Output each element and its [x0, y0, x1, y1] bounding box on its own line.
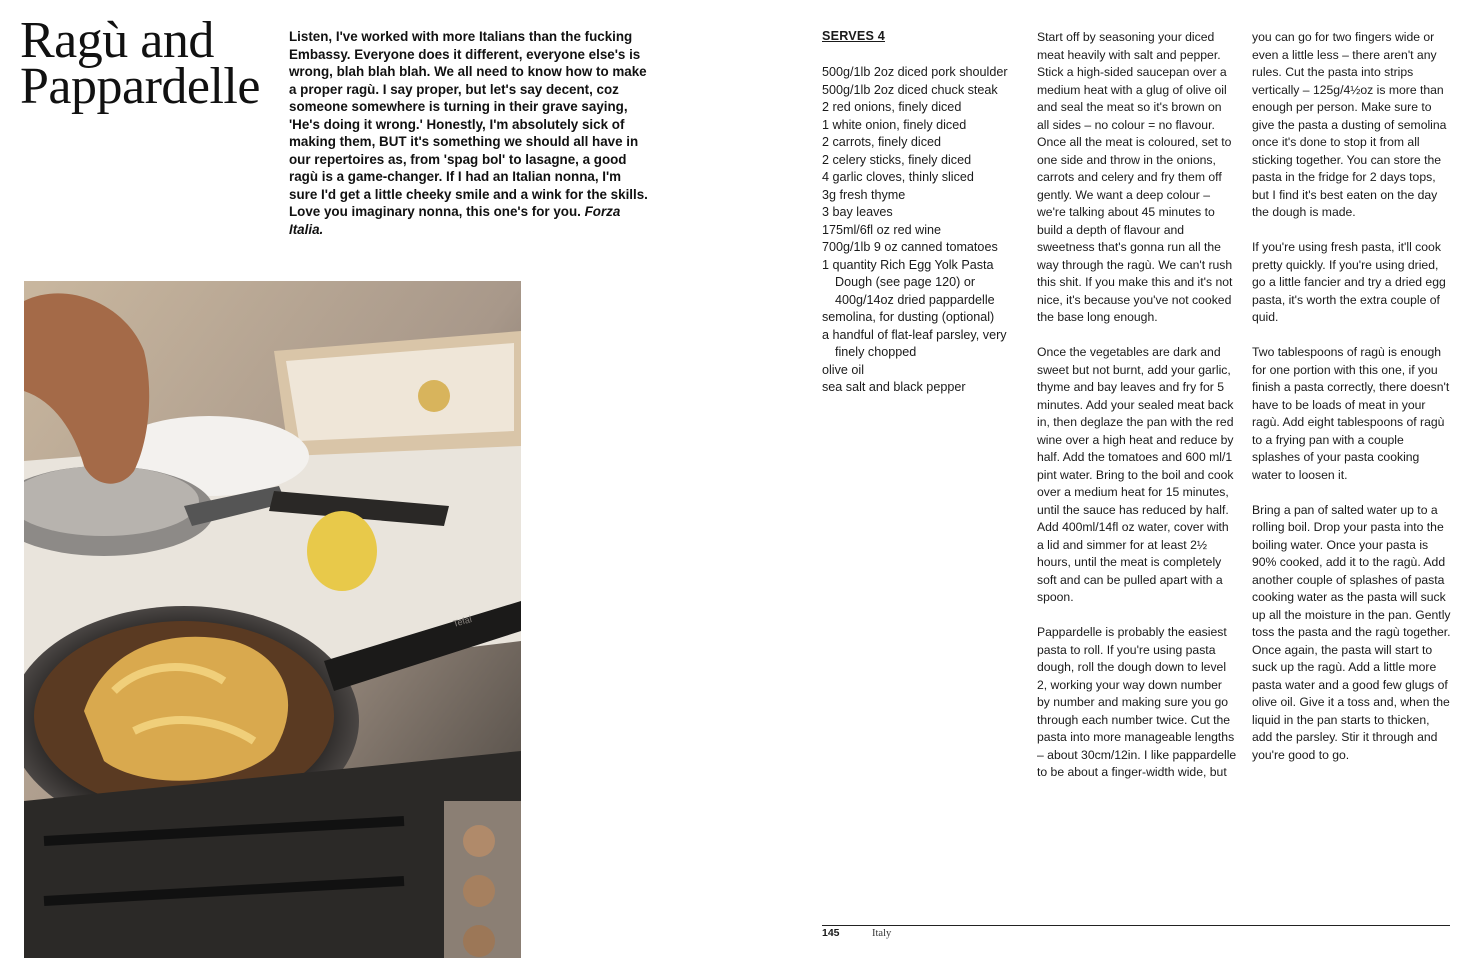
pan-brand-label: Tefal	[451, 614, 473, 629]
intro-paragraph	[289, 28, 649, 238]
title-line-2: Pappardelle	[20, 58, 260, 115]
title-line-1: Ragù and	[20, 12, 214, 69]
method-paragraph: you can go for two fingers wide or even a little less – there aren't any rules. Cut the pasta into strips vertically – 125g/4½oz is more than enough per person. Make sure to give the pasta a dusting of semolina once it's done to stop it from all sticking together. You can store the pasta in the fridge for 2 days tops, but I find it's best eaten on the day the dough is made.	[1252, 30, 1447, 219]
ingredient-item: a handful of flat-leaf parsley, very finely chopped	[822, 327, 1007, 359]
ingredient-item: 700g/1lb 9 oz canned tomatoes	[822, 240, 998, 254]
intro-emphasis: Forza Italia.	[289, 204, 621, 237]
intro-text: Listen, I've worked with more Italians than the fucking Embassy. Everyone does it different, everyone else's is wrong, blah blah blah. We all need to know how to make a proper ragù. I say proper, but let's say decent, coz someone somewhere is turning in their grave saying, 'He's doing it wrong.' Honestly, I'm absolutely sick of making them, BUT it's something we should all have in our repertoires as, from 'spag bol' to lasagne, a good ragù is a game-changer. If I had an Italian nonna, I'm sure I'd get a little cheeky smile and a wink for the skills. Love you imaginary nonna, this one's for you.	[289, 29, 648, 219]
cooking-photo	[24, 281, 521, 958]
serves-label: SERVES 4	[822, 29, 885, 43]
ingredient-item: 175ml/6fl oz red wine	[822, 222, 942, 237]
footer-divider	[822, 925, 1450, 926]
ingredient-item: 500g/1lb 2oz diced chuck steak	[822, 82, 998, 97]
page-number: 145	[822, 927, 840, 939]
ingredient-item: 1 quantity Rich Egg Yolk Pasta Dough (see page 120) or 400g/14oz dried pappardelle	[822, 257, 995, 307]
ingredient-item: 2 carrots, finely diced	[822, 135, 941, 149]
ingredient-item: 2 celery sticks, finely diced	[822, 152, 972, 167]
recipe-title	[20, 12, 260, 115]
method-paragraph: Two tablespoons of ragù is enough for one portion with this one, if you finish a pasta correctly, there doesn't have to be loads of meat in your ragù. Add eight tablespoons of ragù to a frying pan with a couple splashes of your pasta cooking water to loosen it.	[1252, 345, 1450, 482]
method-paragraph: Start off by seasoning your diced meat heavily with salt and pepper. Stick a high-sided saucepan over a medium heat with a glug of olive oil and seal the meat so it's brown on all sides – no colour = no flavour. Once all the meat is coloured, set to one side and throw in the onions, carrots and celery and fry them off gently. We want a deep colour – we're talking about 45 minutes to build a depth of flavour and sweetness that's gonna run all the way through the ragù. We can't rush this shit. If you make this and it's not nice, it's because you've not cooked the base long enough.	[1037, 30, 1233, 324]
ingredient-item: 1 white onion, finely diced	[822, 117, 967, 132]
ingredient-item: 4 garlic cloves, thinly sliced	[822, 170, 974, 184]
ingredient-item: 2 red onions, finely diced	[822, 100, 962, 114]
method-paragraph: Bring a pan of salted water up to a rolling boil. Drop your pasta into the boiling water. Once your pasta is 90% cooked, add it to the ragù. Add another couple of splashes of pasta cooking water as the pasta will suck up all the moisture in the pan. Gently toss the pasta and the ragù together. Once again, the pasta will start to suck up the ragù. Add a little more pasta water and a good few glugs of olive oil. Give it a toss and, when the liquid in the pan starts to thicken, add the parsley. Stir it through and you're good to go.	[1252, 502, 1451, 762]
method-column-1	[1037, 29, 1237, 799]
ingredient-list	[822, 64, 1027, 397]
section-name: Italy	[872, 928, 892, 939]
ingredient-item: sea salt and black pepper	[822, 380, 966, 394]
ingredient-item: 3 bay leaves	[822, 205, 893, 219]
ingredient-item: olive oil	[822, 362, 864, 377]
ingredient-item: semolina, for dusting (optional)	[822, 310, 995, 324]
ingredient-item: 500g/1lb 2oz diced pork shoulder	[822, 65, 1008, 79]
method-paragraph: If you're using fresh pasta, it'll cook pretty quickly. If you're using dried, go a little fancier and try a dried egg pasta, it's worth the extra couple of quid.	[1252, 240, 1446, 324]
photo-illustration	[24, 281, 521, 958]
method-paragraph: Once the vegetables are dark and sweet but not burnt, add your garlic, thyme and bay leaves and fry for 5 minutes. Add your sealed meat back in, then deglaze the pan with the red wine over a high heat and reduce by half. Add the tomatoes and 600 ml/1 pint water. Bring to the boil and cook over a medium heat for 15 minutes, until the sauce has reduced by half. Add 400ml/14fl oz water, cover with a lid and simmer for at least 2½ hours, until the meat is completely soft and can be pulled apart with a spoon.	[1037, 345, 1234, 604]
method-column-2	[1252, 29, 1452, 782]
method-paragraph: Pappardelle is probably the easiest pasta to roll. If you're using pasta dough, roll the dough down to level 2, working your way down number by number and making sure you go through each number twice. Cut the pasta into more manageable lengths – about 30cm/12in. I like pappardelle to be about a finger-width wide, but	[1037, 625, 1237, 779]
ingredient-item: 3g fresh thyme	[822, 187, 906, 202]
